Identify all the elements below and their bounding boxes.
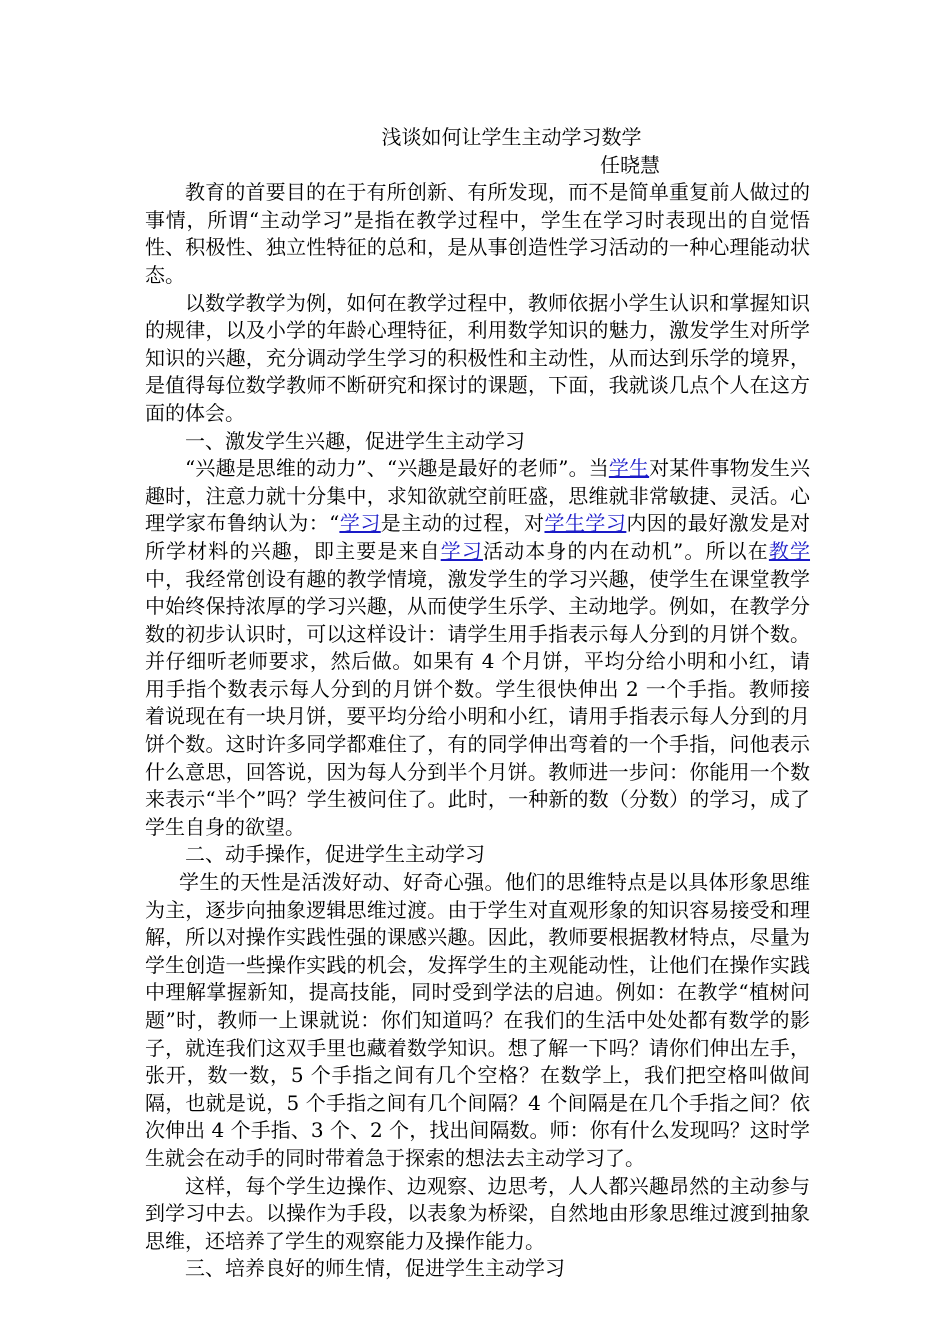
document-body (145, 124, 810, 1283)
paragraph-text: 中，我经常创设有趣的教学情境，激发学生的学习兴趣，使学生在课堂教学中始终保持浓厚的学习兴趣，从而使学生乐学、主动地学。例如，在教学分数的初步认识时，可以这样设计：请学生用手指表示每人分到的月饼个数。并仔细听老师要求，然后做。如果有 4 个月饼，平均分给小明和小红，请用手指个数表示每人分到的月饼个数。学生很快伸出 2 一个手指。教师接着说现在有一块月饼，要平均分给小明和小红，请用手指表示每人分到的月饼个数。这时许多同学都难住了，有的同学伸出弯着的一个手指，问他表示什么意思，回答说，因为每人分到半个月饼。教师进一步问：你能用一个数来表示“半个”吗？学生被问住了。此时，一种新的数（分数）的学习，成了学生自身的欲望。 (145, 566, 810, 839)
section-heading-1: 一、激发学生兴趣，促进学生主动学习 (185, 428, 525, 453)
link-student[interactable]: 学生 (608, 456, 650, 481)
paragraph-text: “兴趣是思维的动力”、“兴趣是最好的老师”。当 (185, 456, 609, 481)
document-title: 浅谈如何让学生主动学习数学 (381, 125, 642, 149)
paragraph-text: 内因的最好激发是对所学材料的兴趣，即主要是来自 (145, 511, 811, 563)
link-teaching[interactable]: 教学 (768, 538, 811, 563)
paragraph-text: 活动本身的内在动机”。所以在 (482, 538, 769, 563)
paragraph-summary: 这样，每个学生边操作、边观察、边思考，人人都兴趣昂然的主动参与到学习中去。以操作为手段，以表象为桥梁，自然地由形象思维过渡到抽象思维，还培养了学生的观察能力及操作能力。 (145, 1173, 810, 1253)
section-heading-2: 二、动手操作，促进学生主动学习 (185, 842, 485, 867)
paragraph-text: 是主动的过程，对 (380, 511, 545, 536)
link-student-learning[interactable]: 学生学习 (544, 511, 627, 536)
paragraph-math-teaching: 以数学教学为例，如何在教学过程中，教师依据小学生认识和掌握知识的规律，以及小学的年龄心理特征，利用数学知识的魅力，激发学生对所学知识的兴趣，充分调动学生学习的积极性和主动性，从而达到乐学的境界，是值得每位数学教师不断研究和探讨的课题，下面，我就谈几点个人在这方面的体会。 (145, 290, 810, 425)
paragraph-interest (145, 455, 810, 841)
link-learning-2[interactable]: 学习 (440, 538, 483, 563)
paragraph-text: 对某件事物发生兴趣时，注意力就十分集中，求知欲就空前旺盛，思维就非常敏捷、灵活。心理学家布鲁纳认为：“ (145, 456, 811, 536)
section-heading-3: 三、培养良好的师生情，促进学生主动学习 (185, 1256, 565, 1281)
document-author: 任晓慧 (600, 152, 660, 177)
paragraph-intro: 教育的首要目的在于有所创新、有所发现，而不是简单重复前人做过的事情，所谓“主动学习”是指在教学过程中，学生在学习时表现出的自觉悟性、积极性、独立性特征的总和，是从事创造性学习活动的一种心理能动状态。 (145, 180, 810, 287)
paragraph-hands-on: 学生的天性是活泼好动、好奇心强。他们的思维特点是以具体形象思维为主，逐步向抽象逻辑思维过渡。由于学生对直观形象的知识容易接受和理解，所以对操作实践性强的课感兴趣。因此，教师要根据教材特点，尽量为学生创造一些操作实践的机会，发挥学生的主观能动性，让他们在操作实践中理解掌握新知，提高技能，同时受到学法的启迪。例如：在教学“植树问题”时，教师一上课就说：你们知道吗？在我们的生活中处处都有数学的影子，就连我们这双手里也藏着数学知识。想了解一下吗？请你们伸出左手，张开，数一数，5 个手指之间有几个空格？在数学上，我们把空格叫做间隔，也就是说，5 个手指之间有几个间隔？4 个间隔是在几个手指之间？依次伸出 4 个手指、3 个、2 个，找出间隔数。师：你有什么发现吗？这时学生就会在动手的同时带着急于探索的想法去主动学习了。 (145, 870, 810, 1170)
link-learning[interactable]: 学习 (339, 511, 381, 536)
